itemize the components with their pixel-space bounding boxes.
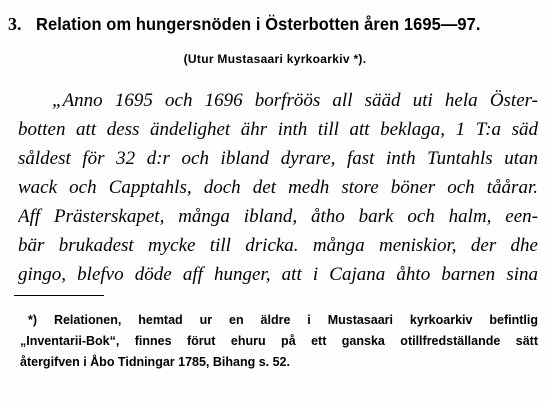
section-title: Relation om hungersnöden i Österbotten åren 1695—97. — [35, 14, 481, 34]
body-line: botten att dess ändelighet ähr inth till att beklaga, 1 T:a säd — [18, 119, 538, 140]
body-line: gingo, blefvo döde aff hunger, att i Cajana åhto barnen sina — [18, 264, 538, 285]
section-heading — [8, 14, 544, 35]
body-line: Aff Prästerskapet, många ibland, åtho bark och halm, een- — [18, 206, 538, 227]
footnote — [20, 310, 538, 373]
footnote-line: återgifven i Åbo Tidningar 1785, Bihang s. 52. — [20, 355, 290, 369]
footnote-line: *) Relationen, hemtad ur en äldre i Mustasaari kyrkoarkiv befintlig — [28, 313, 538, 327]
body-line: „Anno 1695 och 1696 borfröös all sääd uti hela Öster- — [52, 90, 538, 111]
body-line: bär brukadest mycke till dricka. många meniskior, der dhe — [18, 235, 538, 256]
footnote-divider — [14, 295, 104, 296]
body-text — [18, 86, 538, 289]
body-line: såldest för 32 d:r och ibland dyrare, fast inth Tuntahls utan — [18, 148, 538, 169]
section-number: 3. — [8, 14, 22, 34]
footnote-line: „Inventarii-Bok“, finnes förut ehuru på ett ganska otillfredställande sätt — [20, 334, 538, 348]
source-note: (Utur Mustasaari kyrkoarkiv *). — [183, 52, 367, 66]
body-line: wack och Capptahls, doch det medh store böner och tåårar. — [18, 177, 538, 198]
